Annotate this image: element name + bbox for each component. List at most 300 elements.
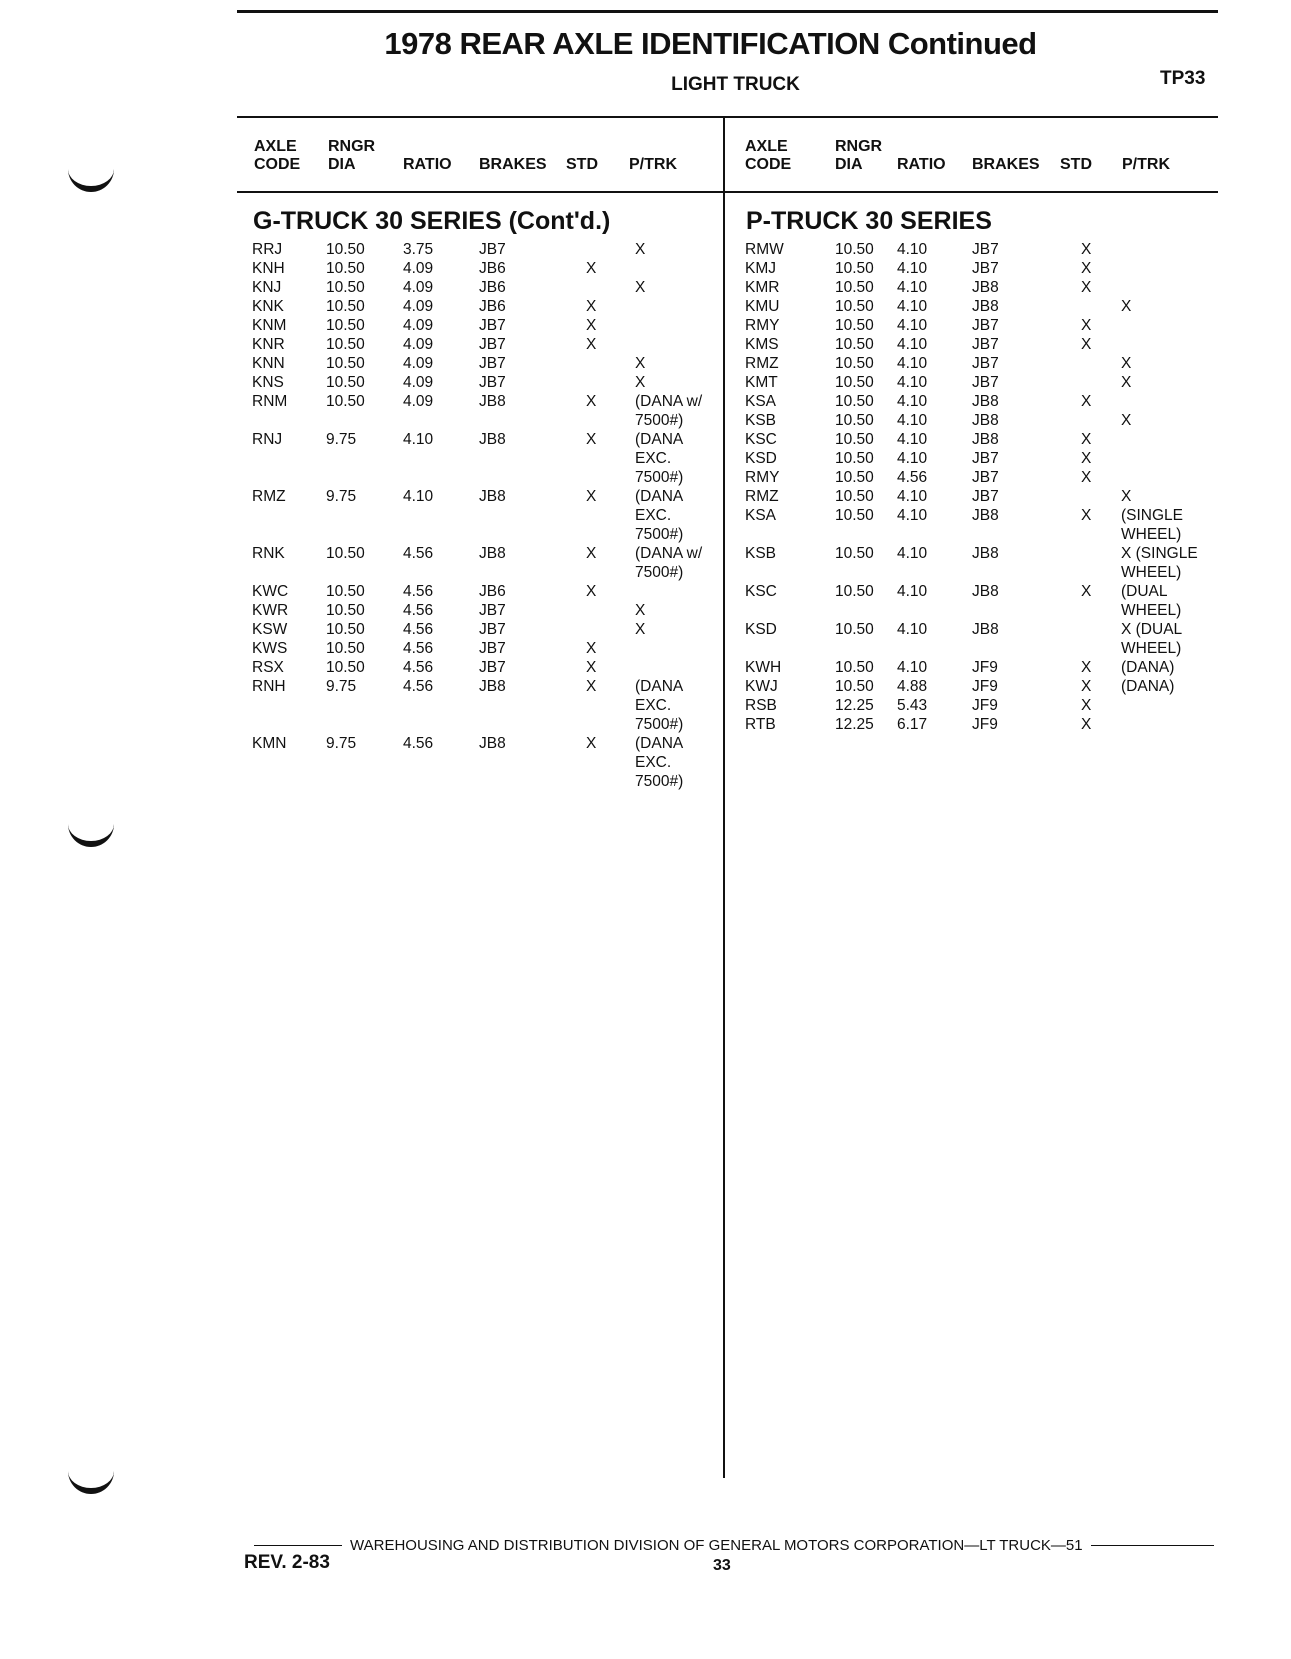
cell-brakes: JB8 (972, 507, 999, 524)
cell-dia: 10.50 (835, 507, 874, 524)
cell-dia: 10.50 (326, 602, 365, 619)
col-header-std: STD (566, 156, 598, 173)
cell-ptrk: X (DUAL (1121, 621, 1183, 638)
cell-brakes: JB8 (972, 298, 999, 315)
cell-ratio: 4.56 (403, 621, 434, 638)
cell-std: X (586, 678, 597, 695)
cell-ratio: 4.10 (897, 583, 928, 600)
cell-ratio: 4.09 (403, 393, 434, 410)
cell-ptrk: 7500#) (635, 412, 684, 429)
cell-ptrk: EXC. (635, 507, 672, 524)
cell-code: KMR (745, 279, 780, 296)
cell-code: RNJ (252, 431, 283, 448)
section-title-p-truck: P-TRUCK 30 SERIES (746, 207, 992, 235)
cell-code: RMW (745, 241, 784, 258)
table-row (252, 658, 712, 677)
cell-std: X (1081, 317, 1092, 334)
table-row (745, 468, 1215, 487)
cell-brakes: JF9 (972, 659, 998, 676)
cell-ratio: 4.56 (403, 640, 434, 657)
table-row (252, 620, 712, 639)
p-truck-table (745, 240, 1215, 734)
cell-std: X (1081, 393, 1092, 410)
cell-std: X (586, 545, 597, 562)
table-row (252, 449, 712, 468)
table-row (252, 601, 712, 620)
cell-ratio: 4.10 (403, 431, 434, 448)
cell-code: RMZ (745, 355, 779, 372)
cell-std: X (1081, 260, 1092, 277)
cell-brakes: JB6 (479, 279, 506, 296)
cell-brakes: JB6 (479, 298, 506, 315)
cell-ratio: 4.56 (403, 735, 434, 752)
cell-dia: 10.50 (326, 317, 365, 334)
cell-std: X (1081, 336, 1092, 353)
cell-brakes: JB6 (479, 260, 506, 277)
table-row (745, 582, 1215, 601)
cell-std: X (586, 640, 597, 657)
cell-ratio: 4.10 (897, 621, 928, 638)
cell-dia: 10.50 (326, 336, 365, 353)
table-row (252, 411, 712, 430)
binder-hole-mark (68, 815, 114, 847)
table-row (745, 544, 1215, 563)
cell-dia: 10.50 (326, 241, 365, 258)
cell-ptrk: EXC. (635, 697, 672, 714)
cell-ratio: 4.56 (403, 583, 434, 600)
table-row (252, 240, 712, 259)
table-row (745, 392, 1215, 411)
cell-std: X (586, 298, 597, 315)
cell-std: X (586, 260, 597, 277)
col-header-ptrk: P/TRK (1122, 156, 1170, 173)
cell-dia: 10.50 (835, 678, 874, 695)
cell-std: X (1081, 241, 1092, 258)
cell-brakes: JB8 (479, 678, 506, 695)
cell-brakes: JB7 (479, 640, 506, 657)
table-row (745, 316, 1215, 335)
cell-ptrk: 7500#) (635, 773, 684, 790)
cell-code: KWR (252, 602, 289, 619)
cell-dia: 10.50 (835, 469, 874, 486)
cell-ptrk: X (635, 355, 646, 372)
cell-ptrk: (DANA (635, 678, 684, 695)
cell-dia: 10.50 (326, 374, 365, 391)
cell-ptrk: X (635, 374, 646, 391)
cell-dia: 10.50 (835, 450, 874, 467)
cell-ptrk: (DANA) (1121, 659, 1175, 676)
cell-brakes: JB6 (479, 583, 506, 600)
cell-ptrk: X (635, 279, 646, 296)
cell-ratio: 4.09 (403, 336, 434, 353)
cell-ptrk: X (635, 621, 646, 638)
cell-code: KSA (745, 507, 777, 524)
cell-std: X (586, 393, 597, 410)
page-subtitle: LIGHT TRUCK (671, 74, 800, 95)
cell-code: KMS (745, 336, 779, 353)
cell-dia: 10.50 (835, 298, 874, 315)
cell-dia: 10.50 (835, 336, 874, 353)
table-row (252, 715, 712, 734)
cell-brakes: JB7 (479, 621, 506, 638)
col-header-ptrk: P/TRK (629, 156, 677, 173)
cell-dia: 10.50 (835, 583, 874, 600)
table-row (745, 525, 1215, 544)
cell-std: X (1081, 583, 1092, 600)
table-row (252, 316, 712, 335)
cell-ratio: 4.10 (897, 659, 928, 676)
cell-code: KMT (745, 374, 778, 391)
cell-code: RMY (745, 317, 780, 334)
table-row (252, 373, 712, 392)
cell-brakes: JF9 (972, 697, 998, 714)
cell-dia: 9.75 (326, 488, 357, 505)
cell-dia: 10.50 (835, 431, 874, 448)
cell-brakes: JB7 (479, 374, 506, 391)
cell-ptrk: (DANA) (1121, 678, 1175, 695)
cell-brakes: JF9 (972, 716, 998, 733)
cell-std: X (586, 431, 597, 448)
cell-ptrk: X (635, 241, 646, 258)
footer-rule-left (254, 1545, 342, 1546)
table-row (745, 411, 1215, 430)
table-row (745, 373, 1215, 392)
cell-code: RSX (252, 659, 284, 676)
cell-dia: 10.50 (835, 545, 874, 562)
cell-code: RTB (745, 716, 776, 733)
cell-ratio: 4.09 (403, 298, 434, 315)
page-code: TP33 (1160, 68, 1206, 89)
cell-dia: 10.50 (326, 621, 365, 638)
cell-ratio: 4.10 (403, 488, 434, 505)
cell-std: X (586, 317, 597, 334)
cell-std: X (1081, 697, 1092, 714)
table-row (252, 582, 712, 601)
table-row (745, 449, 1215, 468)
cell-code: KWS (252, 640, 288, 657)
cell-ptrk: (DANA (635, 431, 684, 448)
cell-dia: 10.50 (835, 279, 874, 296)
cell-code: RRJ (252, 241, 283, 258)
cell-std: X (586, 583, 597, 600)
cell-ptrk: 7500#) (635, 564, 684, 581)
table-row (252, 392, 712, 411)
cell-dia: 10.50 (835, 488, 874, 505)
cell-dia: 10.50 (835, 317, 874, 334)
col-header-rngr-dia: RNGR DIA (835, 138, 883, 173)
col-header-brakes: BRAKES (479, 156, 547, 173)
cell-code: RMZ (745, 488, 779, 505)
table-row (745, 487, 1215, 506)
cell-code: RSB (745, 697, 777, 714)
table-row (745, 506, 1215, 525)
col-header-rngr-dia: RNGR DIA (328, 138, 376, 173)
section-title-g-truck: G-TRUCK 30 SERIES (Cont'd.) (253, 207, 611, 235)
cell-ptrk: (SINGLE (1121, 507, 1184, 524)
cell-ratio: 4.10 (897, 431, 928, 448)
cell-dia: 9.75 (326, 431, 357, 448)
cell-ratio: 4.56 (403, 545, 434, 562)
cell-dia: 10.50 (835, 374, 874, 391)
table-row (745, 240, 1215, 259)
cell-brakes: JB7 (479, 336, 506, 353)
table-row (252, 354, 712, 373)
cell-code: KSB (745, 412, 777, 429)
cell-ptrk: EXC. (635, 450, 672, 467)
cell-ratio: 4.10 (897, 260, 928, 277)
table-row (252, 696, 712, 715)
table-row (745, 696, 1215, 715)
cell-code: RMY (745, 469, 780, 486)
table-row (252, 487, 712, 506)
cell-dia: 10.50 (835, 659, 874, 676)
cell-ptrk: X (1121, 488, 1132, 505)
page-title: 1978 REAR AXLE IDENTIFICATION Continued (384, 26, 1037, 61)
cell-ratio: 4.10 (897, 298, 928, 315)
cell-dia: 10.50 (326, 298, 365, 315)
cell-code: KWJ (745, 678, 778, 695)
cell-ratio: 4.10 (897, 488, 928, 505)
cell-std: X (1081, 678, 1092, 695)
table-row (745, 563, 1215, 582)
cell-brakes: JB8 (479, 431, 506, 448)
cell-dia: 10.50 (326, 393, 365, 410)
cell-brakes: JB8 (479, 488, 506, 505)
cell-ptrk: WHEEL) (1121, 564, 1182, 581)
cell-ptrk: X (SINGLE (1121, 545, 1198, 562)
cell-code: KMU (745, 298, 780, 315)
cell-code: KNS (252, 374, 284, 391)
cell-brakes: JB7 (972, 317, 999, 334)
cell-ratio: 4.88 (897, 678, 928, 695)
cell-code: KSB (745, 545, 777, 562)
cell-ratio: 4.10 (897, 450, 928, 467)
header-top-rule (237, 116, 1218, 118)
cell-dia: 10.50 (835, 241, 874, 258)
cell-ptrk: (DANA (635, 735, 684, 752)
cell-ptrk: 7500#) (635, 469, 684, 486)
cell-brakes: JB7 (972, 355, 999, 372)
cell-ratio: 4.56 (403, 659, 434, 676)
top-rule (237, 10, 1218, 13)
table-row (745, 601, 1215, 620)
cell-ptrk: X (1121, 298, 1132, 315)
table-row (252, 772, 712, 791)
cell-std: X (1081, 469, 1092, 486)
table-row (252, 639, 712, 658)
table-row (252, 544, 712, 563)
cell-dia: 10.50 (835, 412, 874, 429)
cell-brakes: JB8 (972, 393, 999, 410)
table-row (745, 278, 1215, 297)
cell-brakes: JB7 (479, 241, 506, 258)
table-row (745, 715, 1215, 734)
table-row (745, 639, 1215, 658)
footer-rule-right (1091, 1545, 1214, 1546)
cell-brakes: JB7 (972, 336, 999, 353)
table-row (745, 677, 1215, 696)
table-row (745, 259, 1215, 278)
cell-ratio: 4.56 (403, 602, 434, 619)
table-row (745, 354, 1215, 373)
cell-code: KMJ (745, 260, 776, 277)
cell-ratio: 4.10 (897, 507, 928, 524)
cell-code: KNK (252, 298, 284, 315)
cell-ratio: 6.17 (897, 716, 928, 733)
table-row (252, 278, 712, 297)
cell-code: KNJ (252, 279, 282, 296)
revision-label: REV. 2-83 (244, 1552, 330, 1573)
table-row (252, 335, 712, 354)
cell-code: KWH (745, 659, 782, 676)
table-row (252, 468, 712, 487)
col-header-std: STD (1060, 156, 1092, 173)
cell-ratio: 4.56 (403, 678, 434, 695)
cell-code: KNN (252, 355, 285, 372)
cell-brakes: JB8 (972, 412, 999, 429)
cell-code: KMN (252, 735, 287, 752)
cell-ptrk: (DUAL (1121, 583, 1168, 600)
cell-ptrk: (DANA w/ (635, 545, 703, 562)
cell-ptrk: WHEEL) (1121, 602, 1182, 619)
cell-std: X (586, 488, 597, 505)
table-row (252, 734, 712, 753)
table-row (252, 297, 712, 316)
cell-ratio: 4.10 (897, 317, 928, 334)
cell-ratio: 4.10 (897, 355, 928, 372)
cell-dia: 10.50 (326, 279, 365, 296)
col-header-axle-code: AXLE CODE (745, 138, 792, 173)
cell-dia: 9.75 (326, 678, 357, 695)
cell-code: KSC (745, 431, 777, 448)
table-row (745, 335, 1215, 354)
cell-brakes: JB8 (972, 621, 999, 638)
cell-ptrk: 7500#) (635, 526, 684, 543)
cell-brakes: JB8 (479, 545, 506, 562)
cell-dia: 10.50 (835, 621, 874, 638)
column-divider (723, 118, 725, 1478)
table-row (252, 525, 712, 544)
cell-brakes: JB8 (972, 545, 999, 562)
cell-brakes: JB7 (972, 450, 999, 467)
cell-code: KSW (252, 621, 288, 638)
table-row (745, 297, 1215, 316)
cell-brakes: JB8 (479, 393, 506, 410)
cell-ptrk: X (1121, 374, 1132, 391)
cell-code: KSD (745, 450, 777, 467)
cell-ptrk: X (1121, 412, 1132, 429)
cell-ptrk: WHEEL) (1121, 640, 1182, 657)
cell-dia: 10.50 (326, 659, 365, 676)
table-row (745, 430, 1215, 449)
header-bottom-rule (237, 191, 1218, 193)
cell-code: KNH (252, 260, 285, 277)
cell-code: KSA (745, 393, 777, 410)
cell-ratio: 4.09 (403, 355, 434, 372)
table-row (252, 259, 712, 278)
cell-code: RMZ (252, 488, 286, 505)
col-header-axle-code: AXLE CODE (254, 138, 301, 173)
table-row (252, 563, 712, 582)
cell-brakes: JB7 (479, 317, 506, 334)
cell-dia: 10.50 (326, 260, 365, 277)
cell-std: X (586, 659, 597, 676)
binder-hole-mark (68, 1462, 114, 1494)
g-truck-table (252, 240, 712, 791)
cell-dia: 10.50 (326, 640, 365, 657)
cell-brakes: JB7 (479, 659, 506, 676)
cell-code: RNK (252, 545, 285, 562)
table-row (252, 506, 712, 525)
col-header-brakes: BRAKES (972, 156, 1040, 173)
cell-ratio: 4.09 (403, 260, 434, 277)
cell-std: X (586, 336, 597, 353)
cell-brakes: JB8 (972, 583, 999, 600)
cell-ptrk: WHEEL) (1121, 526, 1182, 543)
cell-ratio: 4.10 (897, 374, 928, 391)
cell-std: X (586, 735, 597, 752)
table-row (252, 430, 712, 449)
cell-brakes: JF9 (972, 678, 998, 695)
table-row (252, 753, 712, 772)
cell-ptrk: (DANA w/ (635, 393, 703, 410)
cell-brakes: JB7 (972, 374, 999, 391)
table-row (745, 658, 1215, 677)
cell-ratio: 4.10 (897, 412, 928, 429)
cell-ratio: 4.10 (897, 241, 928, 258)
cell-dia: 10.50 (835, 355, 874, 372)
cell-ptrk: X (1121, 355, 1132, 372)
cell-ptrk: EXC. (635, 754, 672, 771)
cell-ratio: 4.10 (897, 279, 928, 296)
cell-code: KSD (745, 621, 777, 638)
cell-dia: 12.25 (835, 697, 874, 714)
cell-std: X (1081, 431, 1092, 448)
cell-dia: 10.50 (326, 545, 365, 562)
cell-ratio: 4.10 (897, 545, 928, 562)
cell-ratio: 3.75 (403, 241, 434, 258)
footer (254, 1537, 1214, 1554)
cell-std: X (1081, 659, 1092, 676)
page-number: 33 (713, 1557, 731, 1574)
cell-dia: 10.50 (835, 260, 874, 277)
cell-code: KNR (252, 336, 285, 353)
cell-code: KNM (252, 317, 287, 334)
footer-text: WAREHOUSING AND DISTRIBUTION DIVISION OF GENERAL MOTORS CORPORATION—LT TRUCK—51 (350, 1537, 1083, 1554)
cell-code: RNH (252, 678, 286, 695)
table-row (252, 677, 712, 696)
cell-brakes: JB7 (972, 241, 999, 258)
cell-brakes: JB7 (972, 260, 999, 277)
cell-ptrk: (DANA (635, 488, 684, 505)
cell-brakes: JB7 (479, 355, 506, 372)
col-header-ratio: RATIO (897, 156, 946, 173)
binder-hole-mark (68, 160, 114, 192)
cell-ratio: 4.09 (403, 374, 434, 391)
col-header-ratio: RATIO (403, 156, 452, 173)
cell-brakes: JB8 (972, 279, 999, 296)
cell-brakes: JB7 (972, 488, 999, 505)
table-row (745, 620, 1215, 639)
cell-dia: 10.50 (835, 393, 874, 410)
cell-ratio: 4.56 (897, 469, 928, 486)
cell-code: KWC (252, 583, 289, 600)
cell-ratio: 4.09 (403, 317, 434, 334)
cell-ratio: 4.10 (897, 393, 928, 410)
cell-brakes: JB8 (972, 431, 999, 448)
cell-code: KSC (745, 583, 777, 600)
cell-ptrk: 7500#) (635, 716, 684, 733)
